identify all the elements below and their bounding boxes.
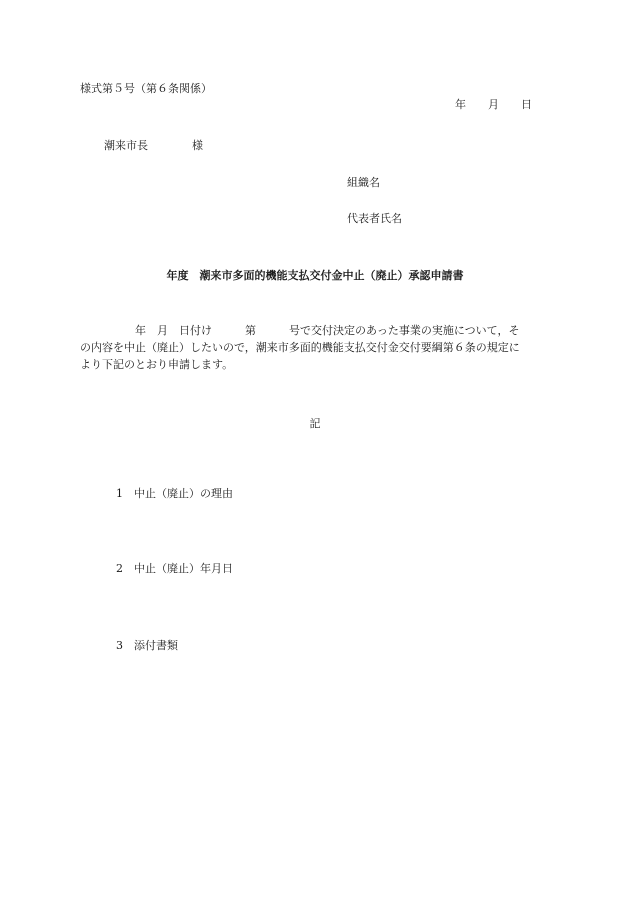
item-label: 中止（廃止）年月日 — [134, 562, 233, 575]
date-line: 年 月 日 — [455, 98, 532, 111]
recipient: 潮来市長 様 — [104, 139, 203, 152]
document-title: 年度 潮来市多面的機能支払交付金中止（廃止）承認申請書 — [166, 269, 464, 282]
list-item — [102, 625, 178, 667]
rep-name-label: 代表者氏名 — [347, 212, 402, 225]
item-number: 1 — [116, 487, 123, 500]
list-item — [102, 548, 233, 590]
ki-heading: 記 — [309, 417, 321, 430]
body-line: の内容を中止（廃止）したいので，潮来市多面的機能支払交付金交付要綱第６条の規定に — [80, 341, 520, 354]
list-item — [102, 473, 233, 515]
body-line: 年 月 日付け 第 号で交付決定のあった事業の実施について，そ — [80, 324, 520, 337]
body-line: より下記のとおり申請します。 — [80, 358, 234, 371]
form-number: 様式第５号（第６条関係） — [80, 82, 212, 95]
body-paragraph — [80, 322, 550, 373]
item-number: 3 — [116, 639, 123, 652]
item-label: 添付書類 — [134, 639, 178, 652]
org-name-label: 組織名 — [347, 176, 380, 189]
item-number: 2 — [116, 562, 123, 575]
item-label: 中止（廃止）の理由 — [134, 487, 233, 500]
